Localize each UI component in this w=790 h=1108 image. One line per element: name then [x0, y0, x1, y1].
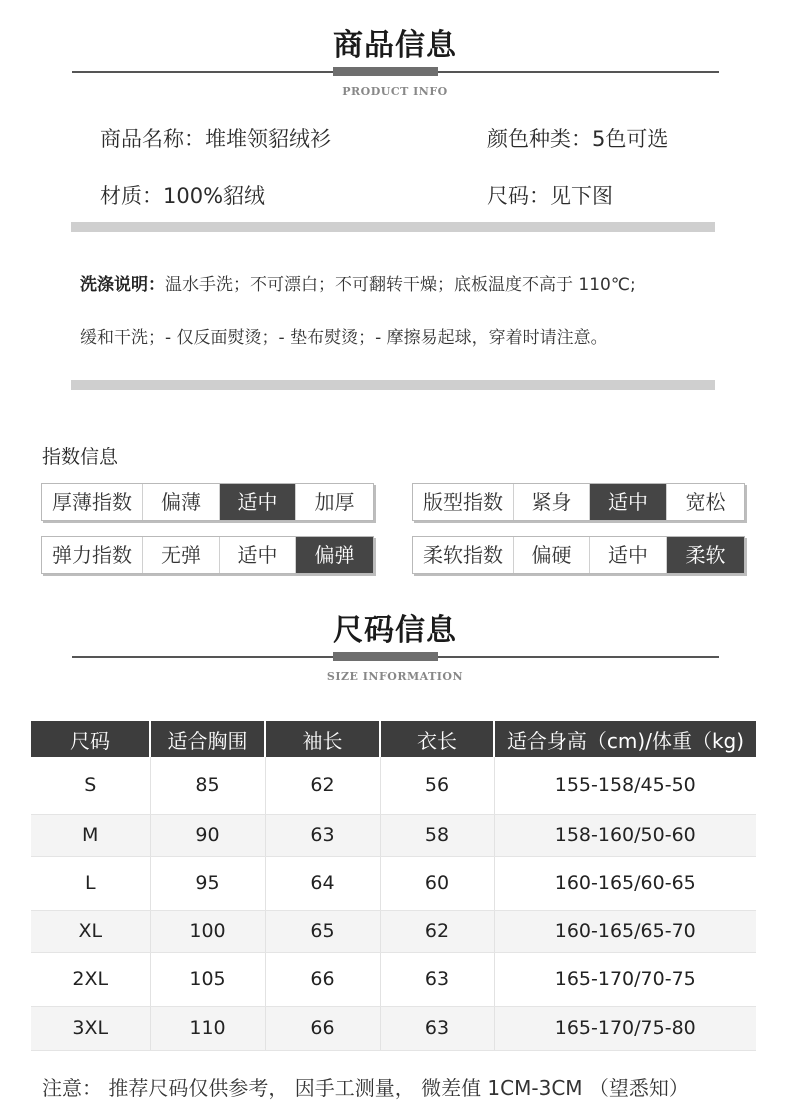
cell-sleeve: 65: [265, 910, 380, 952]
table-row: [31, 757, 756, 814]
index-option-selected: 适中: [220, 484, 296, 520]
cell-chest: 95: [150, 856, 265, 910]
table-row: [31, 814, 756, 856]
header-height-weight: 适合身高（cm)/体重（kg): [494, 721, 756, 757]
index-label: 柔软指数: [413, 537, 514, 573]
cell-size: L: [31, 856, 150, 910]
table-row: [31, 910, 756, 952]
index-row-thickness: [41, 483, 374, 521]
cell-chest: 90: [150, 814, 265, 856]
cell-height-weight: 165-170/75-80: [494, 1006, 756, 1050]
index-option: 宽松: [685, 490, 726, 514]
table-row: [31, 1006, 756, 1050]
cell-length: 63: [380, 952, 494, 1006]
cell-size: XL: [31, 910, 150, 952]
cell-size: S: [31, 757, 150, 814]
index-option-selected: 适中: [590, 484, 667, 520]
index-row-elasticity: [41, 536, 374, 574]
product-info-title: 商品信息: [333, 28, 457, 63]
material: [100, 180, 265, 210]
index-option: 加厚: [314, 490, 355, 514]
index-option: 适中: [220, 537, 296, 573]
color-options: [487, 123, 668, 153]
cell-chest: 110: [150, 1006, 265, 1050]
size-table: [31, 721, 756, 1051]
index-row-fit: [412, 483, 745, 521]
cell-chest: 100: [150, 910, 265, 952]
product-name-value: 堆堆领貂绒衫: [205, 127, 331, 151]
material-label: 材质：: [100, 184, 163, 208]
cell-size: 2XL: [31, 952, 150, 1006]
index-option: 无弹: [143, 537, 220, 573]
index-label: 厚薄指数: [42, 484, 143, 520]
index-label: 版型指数: [413, 484, 514, 520]
size-table-header: [31, 721, 756, 757]
size-info: [487, 180, 613, 210]
product-name: [100, 123, 331, 153]
size-note: 注意： 推荐尺码仅供参考， 因手工测量， 微差值 1CM-3CM （望悉知）: [42, 1076, 689, 1100]
index-option-selected: 偏弹: [296, 537, 373, 573]
index-option: 紧身: [514, 484, 590, 520]
cell-sleeve: 64: [265, 856, 380, 910]
size-info-title: 尺码信息: [333, 613, 457, 648]
size-label: 尺码：: [487, 184, 550, 208]
washing-line-2: [80, 323, 608, 348]
cell-size: M: [31, 814, 150, 856]
divider-block: [333, 652, 438, 661]
cell-length: 63: [380, 1006, 494, 1050]
cell-length: 56: [380, 757, 494, 814]
cell-height-weight: 160-165/65-70: [494, 910, 756, 952]
cell-sleeve: 66: [265, 1006, 380, 1050]
cell-sleeve: 66: [265, 952, 380, 1006]
cell-chest: 85: [150, 757, 265, 814]
cell-length: 58: [380, 814, 494, 856]
index-option: 偏硬: [514, 537, 590, 573]
washing-text-2: 缓和干洗；- 仅反面熨烫；- 垫布熨烫；- 摩擦易起球，穿着时请注意。: [80, 328, 608, 348]
color-label: 颜色种类：: [487, 127, 592, 151]
header-sleeve: 袖长: [265, 721, 380, 757]
product-info-subtitle: PRODUCT INFO: [342, 85, 448, 98]
index-option: 偏薄: [143, 484, 220, 520]
header-length: 衣长: [380, 721, 494, 757]
separator-bar: [71, 222, 715, 232]
cell-height-weight: 165-170/70-75: [494, 952, 756, 1006]
size-info-subtitle: SIZE INFORMATION: [326, 670, 464, 683]
product-name-label: 商品名称：: [100, 127, 205, 151]
table-row: [31, 856, 756, 910]
index-info-title: 指数信息: [42, 446, 119, 468]
table-row: [31, 952, 756, 1006]
cell-length: 60: [380, 856, 494, 910]
cell-length: 62: [380, 910, 494, 952]
washing-line-1: [80, 270, 636, 295]
divider-block: [333, 67, 438, 76]
washing-text-1: 温水手洗；不可漂白；不可翻转干燥；底板温度不高于 110℃;: [165, 275, 636, 295]
index-row-softness: [412, 536, 745, 574]
separator-bar: [71, 380, 715, 390]
cell-height-weight: 160-165/60-65: [494, 856, 756, 910]
cell-height-weight: 158-160/50-60: [494, 814, 756, 856]
index-option: 适中: [590, 537, 667, 573]
color-value: 5色可选: [592, 127, 669, 151]
cell-sleeve: 62: [265, 757, 380, 814]
cell-chest: 105: [150, 952, 265, 1006]
cell-sleeve: 63: [265, 814, 380, 856]
cell-height-weight: 155-158/45-50: [494, 757, 756, 814]
index-label: 弹力指数: [42, 537, 143, 573]
header-chest: 适合胸围: [150, 721, 265, 757]
material-value: 100%貂绒: [163, 184, 266, 208]
header-size: 尺码: [31, 721, 150, 757]
washing-label: 洗涤说明：: [80, 275, 165, 295]
cell-size: 3XL: [31, 1006, 150, 1050]
index-option-selected: 柔软: [667, 537, 744, 573]
size-value: 见下图: [550, 184, 613, 208]
